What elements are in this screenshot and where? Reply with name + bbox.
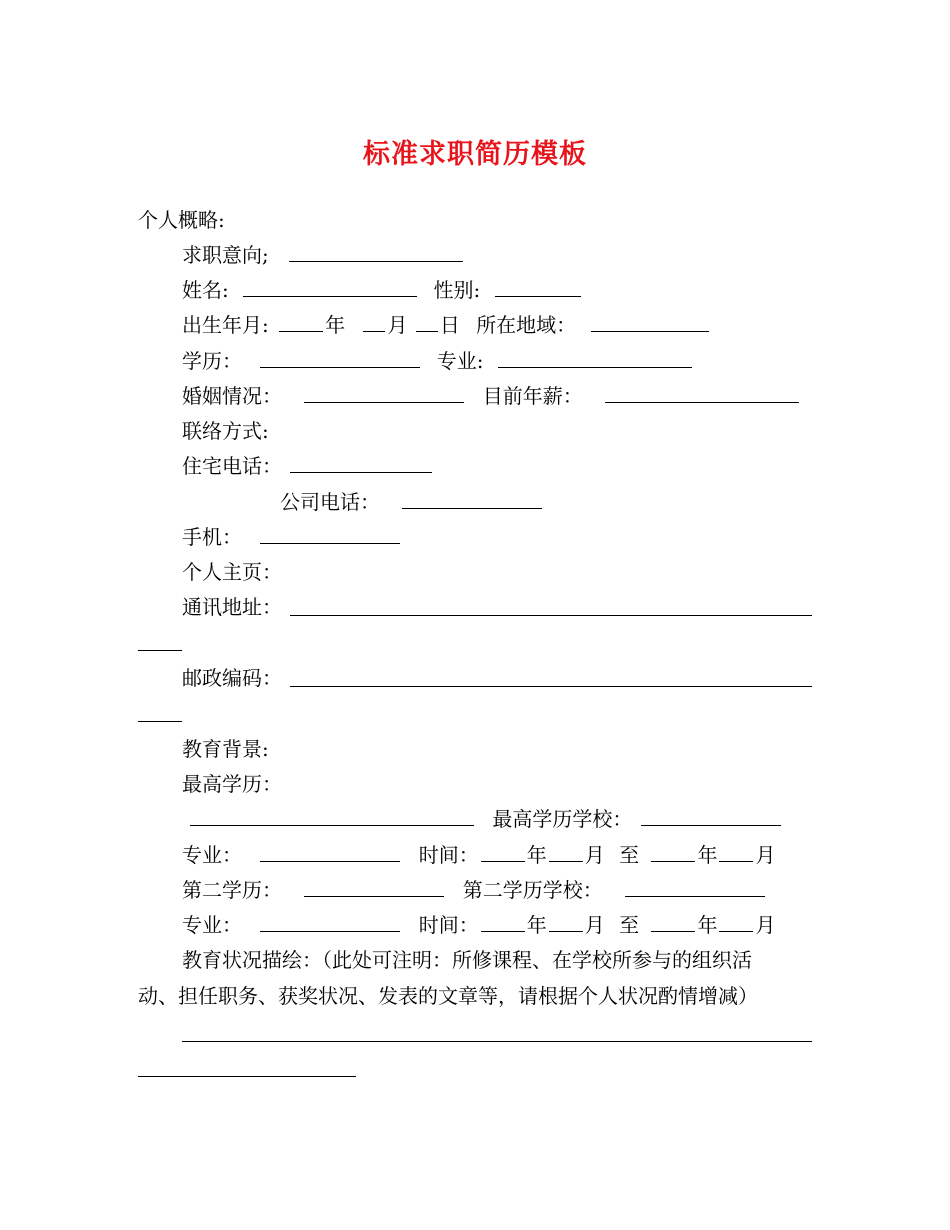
document-title: 标准求职简历模板 [363,139,587,170]
address-label: 通讯地址： [182,595,282,619]
second-school-label: 第二学历学校： [462,878,603,902]
major-field[interactable] [260,913,400,932]
highest-edu-field[interactable] [190,807,474,826]
highest-school-field[interactable] [641,807,781,826]
major-field[interactable] [498,349,692,368]
contact-label: 联络方式: [182,419,269,443]
home-phone-row [182,454,434,478]
section-personal-overview [138,208,225,232]
end-year-field[interactable] [651,913,695,932]
start-year-field[interactable] [481,913,525,932]
month-label: 月 [387,313,408,337]
company-phone-row [280,490,544,514]
postcode-label: 邮政编码： [182,666,282,690]
region-field[interactable] [591,313,709,332]
address-row [182,595,282,619]
homepage-row [182,560,282,584]
marital-label: 婚姻情况： [182,384,282,408]
postcode-row [182,666,282,690]
edu-desc-text: 教育状况描绘：（此处可注明：所修课程、在学校所参与的组织活 [182,948,752,972]
start-month-field[interactable] [549,913,583,932]
gender-label: 性别: [433,278,481,302]
time-label: 时间： [418,913,479,937]
birth-region-row [182,313,711,337]
major-field[interactable] [260,843,400,862]
start-year-field[interactable] [481,843,525,862]
edu-desc-line-1 [182,948,752,972]
name-gender-row [182,278,583,302]
name-label: 姓名: [182,278,229,302]
birth-year-field[interactable] [279,313,323,332]
major-label: 专业: [436,349,484,373]
to-label: 至 [619,843,640,867]
salary-label: 目前年薪： [482,384,583,408]
major-time-row-2 [182,913,775,937]
gender-field[interactable] [495,278,581,297]
start-month-field[interactable] [549,843,583,862]
major-label: 专业： [182,913,242,937]
highest-school-row [190,807,783,831]
postcode-field-continuation[interactable] [138,721,182,722]
edu-desc-text: 动、担任职务、获奖状况、发表的文章等，请根据个人状况酌情增减） [138,984,758,1008]
education-major-row [182,349,694,373]
address-field-continuation[interactable] [138,650,182,651]
major-label: 专业： [182,843,242,867]
time-label: 时间： [418,843,479,867]
day-label: 日 [439,313,460,337]
section-label: 个人概略: [138,208,225,232]
edu-desc-field[interactable] [182,1041,812,1042]
job-intent-row [182,243,465,267]
year-label: 年 [697,913,718,937]
edu-background-row [182,737,269,761]
year-label: 年 [526,913,547,937]
second-edu-field[interactable] [304,878,444,897]
end-year-field[interactable] [651,843,695,862]
second-edu-row [182,878,767,902]
mobile-label: 手机： [182,525,242,549]
end-month-field[interactable] [719,843,753,862]
month-label: 月 [584,913,605,937]
month-label: 月 [755,913,776,937]
education-field[interactable] [260,349,420,368]
second-edu-label: 第二学历： [182,878,282,902]
company-phone-field[interactable] [402,490,542,509]
year-label: 年 [325,313,346,337]
region-label: 所在地域： [476,313,577,337]
highest-edu-row [182,772,282,796]
contact-row [182,419,269,443]
job-intent-field[interactable] [289,243,463,262]
end-month-field[interactable] [719,913,753,932]
edu-background-label: 教育背景: [182,737,269,761]
marital-field[interactable] [304,384,464,403]
month-label: 月 [584,843,605,867]
mobile-row [182,525,402,549]
job-intent-label: 求职意向; [182,243,269,267]
company-phone-label: 公司电话： [280,490,380,514]
birth-month-field[interactable] [363,313,385,332]
name-field[interactable] [243,278,417,297]
postcode-field[interactable] [290,686,812,687]
birth-label: 出生年月: [182,313,269,337]
highest-school-label: 最高学历学校： [492,807,633,831]
edu-desc-field-continuation[interactable] [138,1076,356,1077]
to-label: 至 [619,913,640,937]
highest-edu-label: 最高学历： [182,772,282,796]
second-school-field[interactable] [625,878,765,897]
salary-field[interactable] [605,384,799,403]
year-label: 年 [526,843,547,867]
address-field[interactable] [290,615,812,616]
birth-day-field[interactable] [416,313,438,332]
marital-salary-row [182,384,801,408]
major-time-row-1 [182,843,775,867]
mobile-field[interactable] [260,525,400,544]
edu-desc-line-2 [138,984,758,1008]
home-phone-field[interactable] [290,454,432,473]
month-label: 月 [755,843,776,867]
homepage-label: 个人主页： [182,560,282,584]
education-label: 学历： [182,349,242,373]
home-phone-label: 住宅电话： [182,454,282,478]
year-label: 年 [697,843,718,867]
